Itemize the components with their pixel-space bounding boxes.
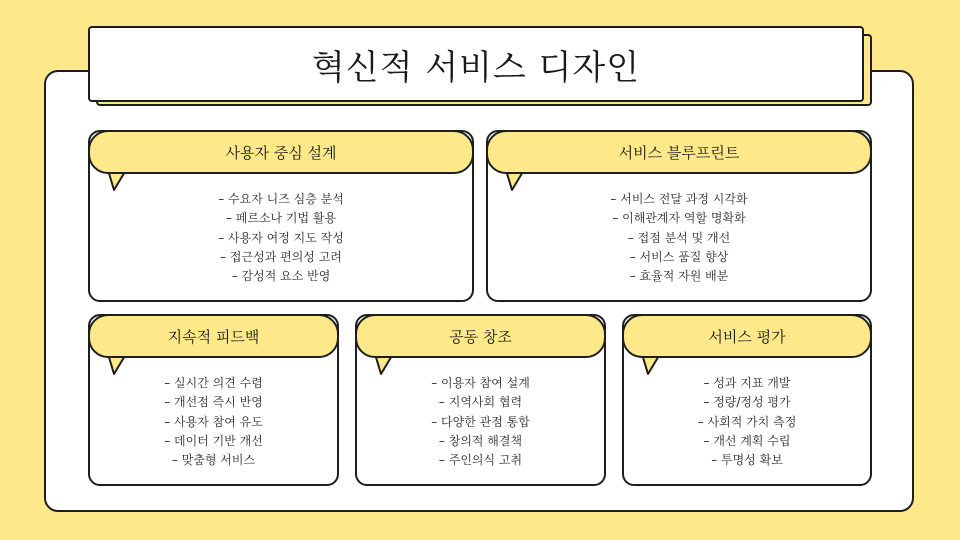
card-list — [90, 374, 337, 470]
list-item: – 효율적 자원 배분 — [629, 269, 729, 284]
card-list — [488, 190, 870, 286]
list-item: – 접근성과 편의성 고려 — [220, 249, 342, 264]
card-list — [90, 190, 472, 286]
card-list — [624, 374, 870, 470]
list-item: – 서비스 품질 향상 — [629, 249, 729, 264]
list-item: – 주인의식 고취 — [438, 453, 523, 468]
list-item: – 서비스 전달 과정 시각화 — [610, 192, 748, 206]
card-heading: 지속적 피드백 — [88, 314, 339, 358]
list-item: – 사회적 가치 측정 — [697, 414, 797, 429]
list-item: – 실시간 의견 수렴 — [164, 376, 263, 390]
list-item: – 이해관계자 역할 명확화 — [612, 211, 746, 226]
list-item: – 접점 분석 및 개선 — [627, 230, 731, 245]
list-item: – 맞춤형 서비스 — [171, 453, 256, 468]
list-item: – 개선점 즉시 반영 — [164, 395, 263, 410]
card-user-centered — [88, 130, 474, 302]
list-item: – 사용자 참여 유도 — [164, 414, 263, 429]
card-service-evaluation — [622, 314, 872, 486]
list-item: – 수요자 니즈 심층 분석 — [218, 192, 344, 206]
page-title: 혁신적 서비스 디자인 — [88, 26, 864, 102]
card-heading: 서비스 블루프린트 — [486, 130, 872, 174]
card-heading: 공동 창조 — [355, 314, 606, 358]
list-item: – 페르소나 기법 활용 — [225, 211, 337, 226]
card-continuous-feedback — [88, 314, 339, 486]
list-item: – 지역사회 협력 — [438, 395, 523, 410]
card-heading: 사용자 중심 설계 — [88, 130, 474, 174]
card-list — [357, 374, 604, 470]
card-co-creation — [355, 314, 606, 486]
list-item: – 투명성 확보 — [711, 453, 783, 468]
list-item: – 이용자 참여 설계 — [431, 376, 530, 390]
list-item: – 감성적 요소 반영 — [231, 269, 331, 284]
card-heading: 서비스 평가 — [622, 314, 872, 358]
card-service-blueprint — [486, 130, 872, 302]
list-item: – 정량/정성 평가 — [703, 395, 791, 410]
list-item: – 데이터 기반 개선 — [164, 433, 263, 448]
list-item: – 창의적 해결책 — [438, 433, 523, 448]
list-item: – 개선 계획 수립 — [703, 433, 791, 448]
list-item: – 성과 지표 개발 — [703, 376, 791, 390]
list-item: – 사용자 여정 지도 작성 — [218, 230, 344, 245]
list-item: – 다양한 관점 통합 — [431, 414, 530, 429]
